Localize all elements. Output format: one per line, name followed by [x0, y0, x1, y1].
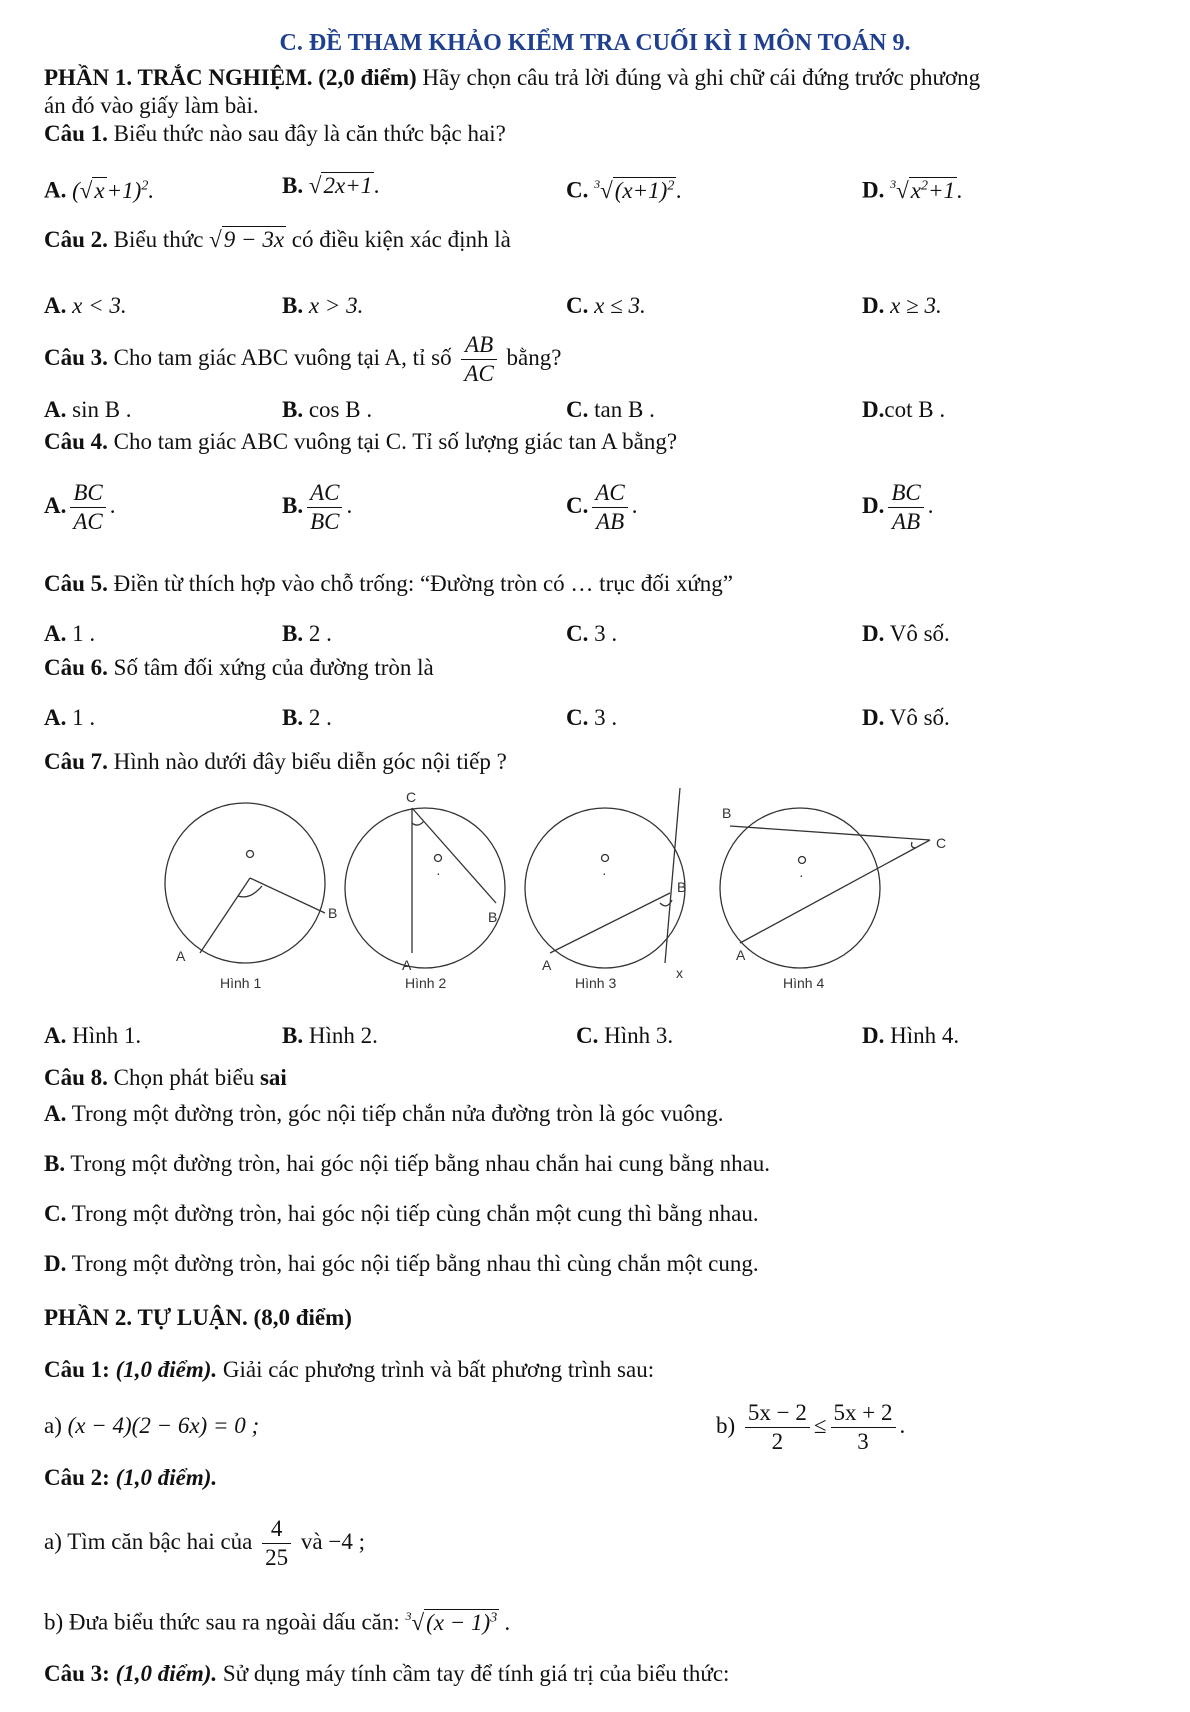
q3-option-c: C. tan B .	[566, 397, 655, 422]
q8-option-d: D. Trong một đường tròn, hai góc nội tiếp bằng nhau thì cùng chắn một cung.	[44, 1251, 759, 1276]
fig3-point-a: A	[542, 957, 552, 973]
q5-option-b: B. 2 .	[282, 621, 332, 646]
q4-option-a: A. $\frac{BC}{AC}$ .	[44, 480, 116, 535]
question-6-label: Câu 6.	[44, 655, 108, 680]
q6-option-b: B. 2 .	[282, 705, 332, 730]
q5-option-a: A. 1 .	[44, 621, 96, 646]
q1-option-b: B. √2x+1.	[282, 173, 380, 198]
fig2-point-c: C	[406, 789, 417, 805]
fig3-point-x: x	[676, 965, 683, 981]
exam-title: C. ĐỀ THAM KHẢO KIỂM TRA CUỐI KÌ I MÔN TOÁN 9.	[279, 30, 911, 56]
question-7-label: Câu 7.	[44, 749, 108, 774]
fig3-point-b: B	[677, 879, 687, 895]
fig4-center-dot: ·	[799, 867, 804, 883]
question-5-label: Câu 5.	[44, 571, 108, 596]
question-3-label: Câu 3.	[44, 345, 108, 370]
fig3-center-dot: ·	[602, 865, 607, 881]
essay-2-a: a) Tìm căn bậc hai của $\frac{4}{25}$ và −4 ;	[44, 1516, 365, 1571]
question-3: Câu 3. Cho tam giác ABC vuông tại A, tỉ số $\frac{AB}{AC}$ bằng?	[44, 332, 562, 387]
figure-2-caption: Hình 2	[405, 975, 447, 991]
essay-2-b: b) Đưa biểu thức sau ra ngoài dấu căn: $^3√(x - 1)^3$ .	[44, 1609, 511, 1635]
q4-option-b: B. $\frac{AC}{BC}$ .	[282, 480, 353, 535]
question-2-label: Câu 2.	[44, 227, 108, 252]
fig4-point-a: A	[736, 947, 746, 963]
part2-heading: PHẦN 2. TỰ LUẬN. (8,0 điểm)	[44, 1305, 352, 1330]
figure-3-caption: Hình 3	[575, 975, 617, 991]
q6-option-c: C. 3 .	[566, 705, 618, 730]
part1-instruction: Hãy chọn câu trả lời đúng và ghi chữ cái đứng trước phương	[416, 65, 981, 90]
part1-instruction-cont: án đó vào giấy làm bài.	[44, 93, 259, 118]
question-4: Câu 4. Cho tam giác ABC vuông tại C. Tỉ số lượng giác tan A bằng?	[44, 429, 678, 454]
fig2-center-dot: ·	[436, 865, 441, 881]
question-4-label: Câu 4.	[44, 429, 108, 454]
question-7: Câu 7. Hình nào dưới đây biểu diễn góc nội tiếp ?	[44, 749, 507, 774]
q4-option-d: D. $\frac{BC}{AB}$ .	[862, 480, 934, 535]
part1-heading: PHẦN 1. TRẮC NGHIỆM. (2,0 điểm)	[44, 65, 417, 90]
q3-option-a: A. sin B .	[44, 397, 132, 422]
q6-option-d: D. Vô số.	[862, 705, 950, 730]
question-8-label: Câu 8.	[44, 1065, 108, 1090]
q8-option-b: B. Trong một đường tròn, hai góc nội tiếp bằng nhau chắn hai cung bằng nhau.	[44, 1151, 771, 1176]
essay-2: Câu 2: (1,0 điểm).	[44, 1465, 218, 1490]
q5-option-d: D. Vô số.	[862, 621, 950, 646]
q3-option-d: D.cot B .	[862, 397, 946, 422]
fig1-point-a: A	[176, 948, 186, 964]
q8-option-a: A. Trong một đường tròn, góc nội tiếp chắn nửa đường tròn là góc vuông.	[44, 1101, 724, 1126]
q3-fraction: $\frac{AB}{AC}$	[461, 331, 496, 388]
q4-option-c: C. $\frac{AC}{AB}$ .	[566, 480, 638, 535]
figure-4-caption: Hình 4	[783, 975, 825, 991]
fig2-point-a: A	[402, 957, 412, 973]
figure-1-diagram	[165, 803, 325, 963]
essay-1-a: a) (x − 4)(2 − 6x) = 0 ;	[44, 1413, 260, 1438]
question-1	[44, 120, 506, 148]
essay-3: Câu 3: (1,0 điểm). Sử dụng máy tính cầm tay để tính giá trị của biểu thức:	[44, 1661, 730, 1686]
part1-header	[44, 64, 980, 92]
q2-option-d: D. x ≥ 3.	[862, 293, 942, 318]
q1-option-d: D. $^3√x^2+1$.	[862, 177, 963, 203]
q1-option-c: C. $^3√(x+1)^2$.	[566, 177, 683, 203]
fig1-point-b: B	[328, 905, 338, 921]
essay-1: Câu 1: (1,0 điểm). Giải các phương trình và bất phương trình sau:	[44, 1357, 655, 1382]
question-5: Câu 5. Điền từ thích hợp vào chỗ trống: “Đường tròn có … trục đối xứng”	[44, 571, 734, 596]
q7-option-a: A. Hình 1.	[44, 1023, 142, 1048]
fig4-point-c: C	[936, 835, 947, 851]
q7-option-b: B. Hình 2.	[282, 1023, 378, 1048]
q5-option-c: C. 3 .	[566, 621, 618, 646]
q8-option-c: C. Trong một đường tròn, hai góc nội tiếp cùng chắn một cung thì bằng nhau.	[44, 1201, 759, 1226]
question-2: Câu 2. Biểu thức √9 − 3x có điều kiện xác định là	[44, 227, 511, 252]
question-1-label: Câu 1.	[44, 121, 108, 146]
q7-option-d: D. Hình 4.	[862, 1023, 960, 1048]
q6-option-a: A. 1 .	[44, 705, 96, 730]
q7-figures	[150, 788, 947, 998]
figure-2-diagram	[345, 808, 505, 968]
q3-option-b: B. cos B .	[282, 397, 373, 422]
q2-option-a: A. x < 3.	[44, 293, 127, 318]
question-1-text: Biểu thức nào sau đây là căn thức bậc hai?	[107, 121, 506, 146]
q1-option-a: A. $(√x+1)^2$.	[44, 177, 155, 203]
figure-4-diagram	[720, 808, 930, 968]
question-6: Câu 6. Số tâm đối xứng của đường tròn là	[44, 655, 434, 680]
figure-1-caption: Hình 1	[220, 975, 262, 991]
fig2-point-b: B	[488, 909, 498, 925]
question-8: Câu 8. Chọn phát biểu sai	[44, 1065, 287, 1090]
q2-option-b: B. x > 3.	[282, 293, 364, 318]
essay-1-b: b) $\frac{5x - 2}{2}$ ≤ $\frac{5x + 2}{3}$ .	[716, 1400, 906, 1455]
q7-option-c: C. Hình 3.	[576, 1023, 674, 1048]
fig4-point-b: B	[722, 805, 732, 821]
q2-option-c: C. x ≤ 3.	[566, 293, 646, 318]
